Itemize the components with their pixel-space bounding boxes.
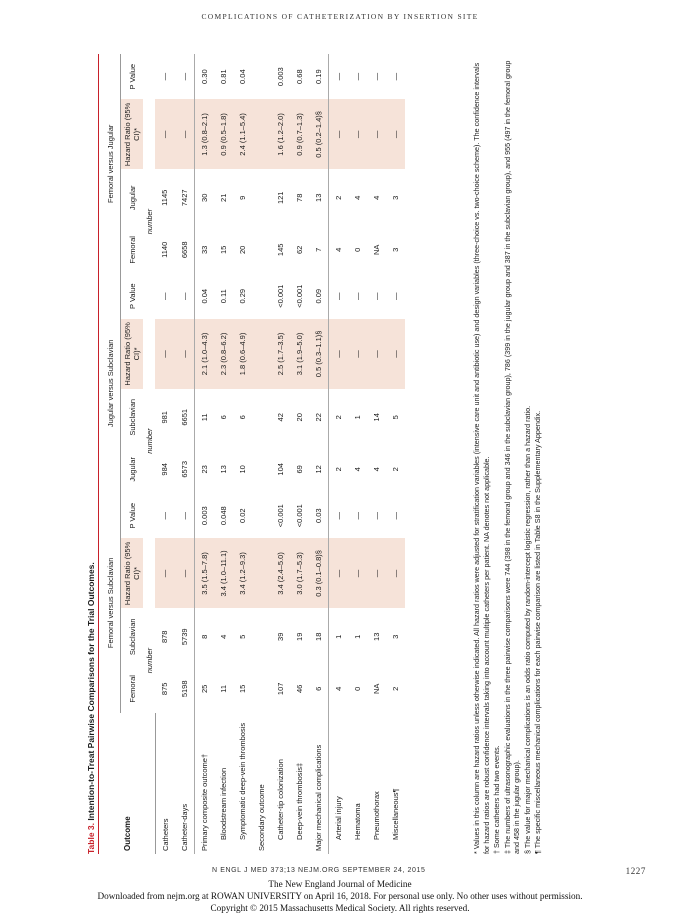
running-head: COMPLICATIONS OF CATHETERIZATION BY INSERTION SITE xyxy=(201,12,479,21)
table-cell: 3 xyxy=(390,195,400,200)
table-cell: 4 xyxy=(371,195,381,200)
table-cell: 6 xyxy=(309,665,329,713)
row-label: Deep-vein thrombosis‡ xyxy=(294,762,304,840)
table-cell: — xyxy=(348,99,367,169)
row-label: Arterial injury xyxy=(333,796,343,840)
table-cell: — xyxy=(390,511,400,520)
table-row xyxy=(214,54,233,854)
table-cell: 107 xyxy=(275,682,285,696)
table-cell: 42 xyxy=(275,413,285,422)
table-cell: 15 xyxy=(237,684,247,693)
table-cell: 46 xyxy=(294,684,304,693)
rotated-table xyxy=(84,54,564,854)
table-cell: 6 xyxy=(237,415,247,420)
table-cell: 3.4 (2.4–5.0) xyxy=(271,538,290,608)
table-cell xyxy=(252,169,271,226)
table-cell: 2 xyxy=(333,195,343,200)
table-cell: 11 xyxy=(199,413,209,422)
table-cell xyxy=(252,446,271,494)
table-cell: 8 xyxy=(199,634,209,639)
footnote: * Values in this column are hazard ratios unless otherwise indicated. All hazard ratios were adjusted for stratification variables (intensive care unit and antibiotic use) and design variables (three-choice vs. two-choice scheme). The confidence intervals for hazard ratios are robust confidence intervals taking into account multiple catheters per patient. NA denotes not applicable. xyxy=(472,62,491,854)
table-cell: 1145 xyxy=(160,189,170,206)
table-cell: 2.5 (1.7–3.5) xyxy=(271,319,290,389)
row-label: Symptomatic deep-vein thrombosis xyxy=(237,722,247,840)
table-row xyxy=(348,54,367,854)
table-cell: — xyxy=(175,319,195,389)
table-cell: 12 xyxy=(309,446,329,494)
table-cell: 6 xyxy=(218,415,228,420)
table-cell: — xyxy=(328,99,348,169)
table-cell: — xyxy=(175,99,195,169)
table-cell xyxy=(252,493,271,538)
column-header: Subclavian xyxy=(127,398,137,436)
table-cell: 2 xyxy=(333,467,343,472)
row-label: Catheter-days xyxy=(175,713,195,854)
table-cell: — xyxy=(155,319,175,389)
table-cell: 30 xyxy=(199,193,209,202)
table-cell: 4 xyxy=(218,634,228,639)
table-cell: 0.30 xyxy=(199,69,209,84)
table-cell xyxy=(252,389,271,446)
table-cell: 6658 xyxy=(175,226,195,274)
table-cell: 13 xyxy=(218,465,228,474)
outcome-header: Outcome xyxy=(100,713,155,854)
table-title: Intention-to-Treat Pairwise Comparisons for the Trial Outcomes. xyxy=(86,562,96,821)
table-cell: 4 xyxy=(352,195,362,200)
table-cell: 0.003 xyxy=(199,506,209,526)
table-cell: 5 xyxy=(390,415,400,420)
table-cell: 39 xyxy=(275,632,285,641)
group-header: Jugular versus Subclavian xyxy=(100,274,121,494)
table-cell: 104 xyxy=(275,463,285,476)
table-cell: 3.4 (1.0–11.1) xyxy=(214,538,233,608)
footnote: † Some catheters had two events. xyxy=(492,745,501,854)
row-label: Bloodstream infection xyxy=(218,767,228,840)
table-cell: 0.048 xyxy=(218,506,228,526)
table-cell: 0.9 (0.5–1.8) xyxy=(214,99,233,169)
table-cell: 11 xyxy=(218,684,228,693)
column-header: Femoral xyxy=(127,675,137,703)
table-row xyxy=(194,54,214,854)
table-cell: — xyxy=(155,538,175,608)
table-cell: — xyxy=(386,99,405,169)
table-row xyxy=(328,54,348,854)
table-cell: — xyxy=(333,292,343,300)
table-cell: 0.5 (0.2–1.4)§ xyxy=(309,99,329,169)
table-cell: 5198 xyxy=(175,665,195,713)
row-label: Catheter-tip colonization xyxy=(275,759,285,840)
table-cell: — xyxy=(390,72,400,81)
table-cell: — xyxy=(175,493,195,538)
table-cell: 7 xyxy=(309,226,329,274)
table-cell: 62 xyxy=(294,245,304,254)
table-cell: 6651 xyxy=(175,389,195,446)
table-cell: 145 xyxy=(275,243,285,257)
table-cell: NA xyxy=(371,683,381,695)
table-cell: 2.1 (1.0–4.3) xyxy=(194,319,214,389)
table-cell: 2 xyxy=(390,467,400,472)
table-cell: — xyxy=(160,292,170,300)
table-cell: 25 xyxy=(199,684,209,693)
download-statement: Downloaded from nejm.org at ROWAN UNIVERSITY on April 16, 2018. For personal use only. No other uses without permission. xyxy=(97,891,583,901)
row-label: Primary composite outcome† xyxy=(199,753,209,851)
column-header: P Value xyxy=(127,283,137,309)
copyright-statement: Copyright © 2015 Massachusetts Medical Society. All rights reserved. xyxy=(210,903,470,913)
table-cell: 20 xyxy=(237,245,247,254)
table-cell: 7427 xyxy=(175,169,195,226)
table-cell: 878 xyxy=(160,630,170,644)
table-row xyxy=(367,54,386,854)
table-cell xyxy=(252,226,271,274)
table-cell: 1 xyxy=(352,634,362,639)
table-cell: — xyxy=(386,319,405,389)
table-row xyxy=(386,54,405,854)
table-cell: 875 xyxy=(160,682,170,696)
table-cell: 69 xyxy=(294,465,304,474)
table-cell: — xyxy=(367,99,386,169)
table-number: Table 3. xyxy=(86,822,96,854)
table-cell xyxy=(252,538,271,608)
table-cell: — xyxy=(348,319,367,389)
table-cell: 23 xyxy=(199,465,209,474)
table-cell: 0.11 xyxy=(218,289,228,304)
journal-citation: N ENGL J MED 373;13 NEJM.ORG SEPTEMBER 24, 2015 xyxy=(212,867,426,874)
table-row xyxy=(290,54,309,854)
table-cell: 78 xyxy=(294,193,304,202)
row-label: Miscellaneous¶ xyxy=(390,788,400,840)
table-cell: 984 xyxy=(160,463,170,476)
table-cell: 0.02 xyxy=(237,508,247,524)
table-cell: 20 xyxy=(294,413,304,422)
column-header: Hazard Ratio (95% CI)* xyxy=(121,538,144,608)
table-caption xyxy=(84,54,99,854)
table-cell: 0.5 (0.3–1.1)§ xyxy=(309,319,329,389)
table-cell xyxy=(252,319,271,389)
table-cell: 14 xyxy=(371,413,381,422)
table-cell: 0 xyxy=(352,247,362,252)
table-cell: 4 xyxy=(352,467,362,472)
table-cell: — xyxy=(352,72,362,81)
table-cell xyxy=(252,99,271,169)
table-cell: 1 xyxy=(333,634,343,639)
units-label: number xyxy=(144,208,154,235)
table-cell: 0.3 (0.1–0.8)§ xyxy=(309,538,329,608)
table-cell: 5739 xyxy=(175,609,195,666)
journal-name: The New England Journal of Medicine xyxy=(268,879,412,889)
column-header: Jugular xyxy=(127,457,137,482)
table-cell: — xyxy=(386,538,405,608)
table-cell: — xyxy=(348,538,367,608)
table-cell: 21 xyxy=(218,193,228,202)
table-cell: 0.09 xyxy=(309,274,329,319)
column-header: Hazard Ratio (95% CI)* xyxy=(121,99,144,169)
table-cell: — xyxy=(390,292,400,300)
column-header: Jugular xyxy=(127,185,137,211)
table-cell: — xyxy=(333,72,343,81)
table-cell: 3.1 (1.9–5.0) xyxy=(290,319,309,389)
table-cell: — xyxy=(333,511,343,520)
table-cell xyxy=(252,665,271,713)
footnote: ‡ The numbers of ultrasonographic evaluations in the three pairwise comparisons were 744 (398 in the femoral group and 346 in the subclavian group), 786 (399 in the jugular group and 387 in the subclavian group), and 955 (497 in the femoral group and 458 in the jugular group). xyxy=(502,60,521,854)
footnote: ¶ The specific miscellaneous mechanical complications for each pairwise comparison are listed in Table S8 in the Supplementary Appendix. xyxy=(533,410,542,854)
table-cell xyxy=(252,609,271,666)
table-row xyxy=(233,54,252,854)
table-row xyxy=(252,54,271,854)
table-cell xyxy=(252,274,271,319)
row-label: Secondary outcome xyxy=(256,784,266,851)
table-cell: — xyxy=(175,274,195,319)
column-header: P Value xyxy=(127,63,137,90)
table-cell: — xyxy=(371,292,381,300)
table-footnotes xyxy=(472,54,544,854)
table-cell: — xyxy=(371,72,381,81)
table-cell: 2.3 (0.8–6.2) xyxy=(214,319,233,389)
table-cell: — xyxy=(328,538,348,608)
units-label: number xyxy=(144,428,154,454)
table-cell: 9 xyxy=(237,195,247,200)
table-cell: — xyxy=(160,72,170,81)
table-cell: 0 xyxy=(352,686,362,691)
download-notice xyxy=(0,878,680,914)
group-header: Femoral versus Subclavian xyxy=(100,493,121,713)
row-label: Major mechanical complications xyxy=(309,713,329,854)
table-cell: 981 xyxy=(160,411,170,424)
table-cell: <0.001 xyxy=(275,504,285,528)
row-label: Hematoma xyxy=(352,803,362,840)
table-row xyxy=(271,54,290,854)
table-cell: 1 xyxy=(352,415,362,420)
table-cell: — xyxy=(352,292,362,300)
table-cell: 1140 xyxy=(160,241,170,258)
row-label: Pneumothorax xyxy=(371,791,381,840)
table-cell: 13 xyxy=(309,169,329,226)
table-cell: 2.4 (1.1–5.4) xyxy=(233,99,252,169)
table-cell: 1.6 (1.2–2.0) xyxy=(271,99,290,169)
group-header: Femoral versus Jugular xyxy=(100,54,121,274)
table-cell: 1.3 (0.8–2.1) xyxy=(194,99,214,169)
table-cell: NA xyxy=(371,244,381,256)
table-cell: 10 xyxy=(237,465,247,474)
table-cell: <0.001 xyxy=(294,284,304,308)
table-row xyxy=(175,54,195,854)
table-cell: — xyxy=(371,511,381,520)
table-cell: 0.003 xyxy=(275,67,285,87)
table-cell: 33 xyxy=(199,245,209,254)
table-cell: 0.04 xyxy=(237,69,247,84)
table-cell: — xyxy=(155,99,175,169)
page-number: 1227 xyxy=(625,866,646,876)
table-cell: 3.4 (1.2–9.3) xyxy=(233,538,252,608)
column-header: P Value xyxy=(127,502,137,529)
table-cell: — xyxy=(175,538,195,608)
table-cell: 2 xyxy=(333,415,343,420)
table-cell: 3 xyxy=(390,247,400,252)
table-cell: 2 xyxy=(390,686,400,691)
units-label: number xyxy=(144,647,154,674)
table-cell: 121 xyxy=(275,191,285,205)
table-cell: 18 xyxy=(309,609,329,666)
table-cell: 19 xyxy=(294,632,304,641)
table-cell: 22 xyxy=(309,389,329,446)
table-cell: 0.29 xyxy=(237,288,247,304)
column-header: Hazard Ratio (95% CI)* xyxy=(121,319,144,389)
table-cell: 6573 xyxy=(175,446,195,494)
table-cell: — xyxy=(160,511,170,520)
table-cell: 0.19 xyxy=(309,54,329,99)
table-cell: 0.04 xyxy=(199,288,209,304)
table-cell: <0.001 xyxy=(294,504,304,528)
table-cell: — xyxy=(175,54,195,99)
row-label: Catheters xyxy=(160,818,170,851)
table-cell: 0.9 (0.7–1.3) xyxy=(290,99,309,169)
table-cell: 4 xyxy=(333,247,343,252)
table-cell: — xyxy=(367,538,386,608)
table-cell xyxy=(252,54,271,99)
table-cell: 13 xyxy=(371,632,381,641)
table-cell: 3 xyxy=(390,634,400,639)
table-row xyxy=(309,54,329,854)
column-header: Subclavian xyxy=(127,618,137,656)
footnote: § The value for major mechanical complications is an odds ratio computed by random-intercept logistic regression, rather than a hazard ratio. xyxy=(522,405,532,854)
table-cell: <0.001 xyxy=(275,284,285,308)
table-cell: — xyxy=(328,319,348,389)
table-cell: 5 xyxy=(237,634,247,639)
table-cell: 4 xyxy=(371,467,381,472)
table-cell: 3.0 (1.7–5.3) xyxy=(290,538,309,608)
table-cell: — xyxy=(367,319,386,389)
column-header: Femoral xyxy=(127,236,137,264)
table-box xyxy=(100,54,466,854)
table-row xyxy=(155,54,175,854)
table-cell: 4 xyxy=(333,686,343,691)
table-cell: 0.03 xyxy=(309,493,329,538)
table-cell: 1.8 (0.6–4.9) xyxy=(233,319,252,389)
table-cell: 15 xyxy=(218,245,228,254)
table-cell: 3.5 (1.5–7.8) xyxy=(194,538,214,608)
table-cell: 0.81 xyxy=(218,69,228,84)
outcomes-table xyxy=(100,54,405,854)
table-cell: — xyxy=(352,511,362,520)
table-cell: 0.68 xyxy=(294,69,304,84)
